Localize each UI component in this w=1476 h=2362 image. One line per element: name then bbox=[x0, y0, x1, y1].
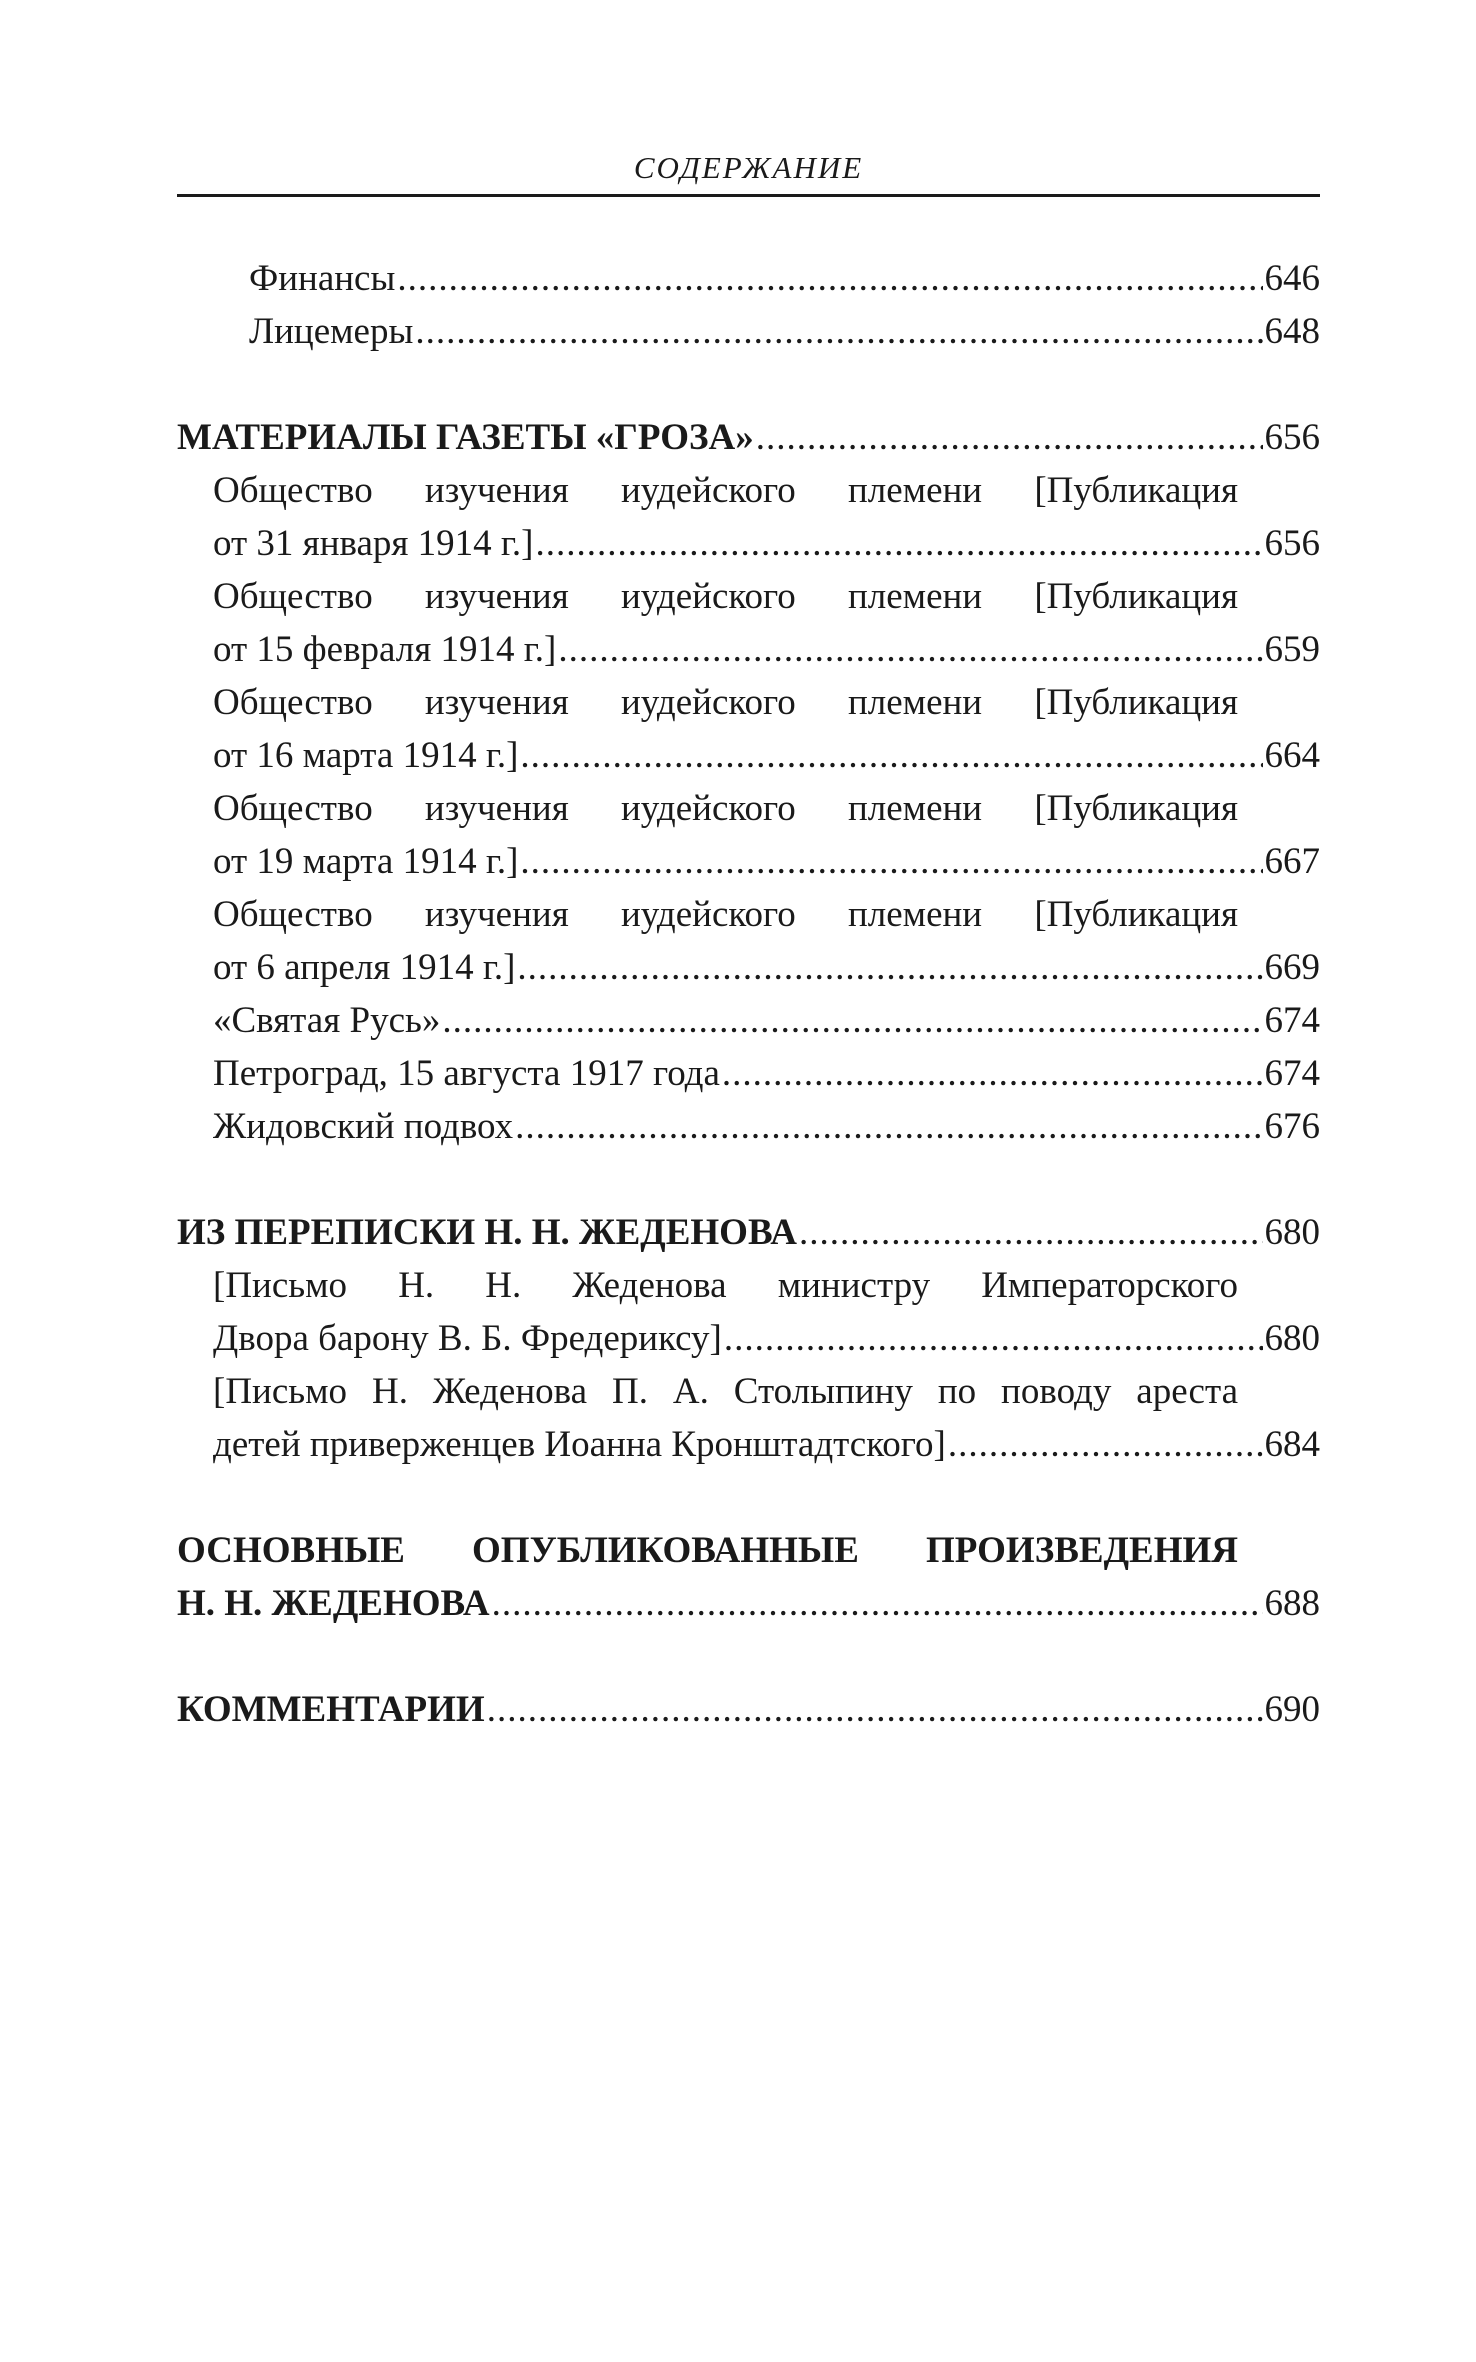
toc-entry-title: от 19 марта 1914 г.] bbox=[213, 841, 519, 882]
toc-page-number: 648 bbox=[1264, 311, 1320, 352]
dot-leader bbox=[442, 994, 1262, 1047]
toc-entry-title-line1: Общество изучения иудейского племени [Публикация bbox=[213, 470, 1238, 511]
toc-page-number: 676 bbox=[1264, 1106, 1320, 1147]
toc-page-number: 659 bbox=[1264, 629, 1320, 670]
toc-page-number: 688 bbox=[1264, 1583, 1320, 1624]
toc-entry-title-line1: Общество изучения иудейского племени [Публикация bbox=[213, 682, 1238, 723]
dot-leader bbox=[756, 411, 1263, 464]
toc-entry bbox=[177, 252, 1320, 305]
toc-entry-title-line1: Общество изучения иудейского племени [Публикация bbox=[213, 894, 1238, 935]
dot-leader bbox=[397, 252, 1262, 305]
toc-entry-title: от 15 февраля 1914 г.] bbox=[213, 629, 557, 670]
toc-section-title: ИЗ ПЕРЕПИСКИ Н. Н. ЖЕДЕНОВА bbox=[177, 1212, 798, 1253]
dot-leader bbox=[724, 1312, 1263, 1365]
dot-leader bbox=[492, 1577, 1263, 1630]
toc-page-number: 684 bbox=[1264, 1424, 1320, 1465]
toc-entry-title-line1: Общество изучения иудейского племени [Публикация bbox=[213, 576, 1238, 617]
toc-entry-title: «Святая Русь» bbox=[213, 1000, 441, 1041]
toc-page-number: 656 bbox=[1264, 417, 1320, 458]
toc-page-number: 664 bbox=[1264, 735, 1320, 776]
toc-page-number: 680 bbox=[1264, 1318, 1320, 1359]
dot-leader bbox=[415, 305, 1262, 358]
dot-leader bbox=[536, 517, 1263, 570]
toc-entry bbox=[177, 570, 1320, 676]
toc-entry bbox=[177, 888, 1320, 994]
toc-page-number: 674 bbox=[1264, 1000, 1320, 1041]
toc-page-number: 669 bbox=[1264, 947, 1320, 988]
toc-section bbox=[177, 1206, 1320, 1259]
running-header: СОДЕРЖАНИЕ bbox=[633, 150, 864, 185]
dot-leader bbox=[487, 1683, 1263, 1736]
table-of-contents bbox=[177, 252, 1320, 1736]
toc-entry bbox=[177, 1365, 1320, 1471]
dot-leader bbox=[520, 729, 1262, 782]
dot-leader bbox=[517, 941, 1262, 994]
toc-entry bbox=[177, 464, 1320, 570]
dot-leader bbox=[799, 1206, 1262, 1259]
toc-page-number: 667 bbox=[1264, 841, 1320, 882]
toc-section-title: МАТЕРИАЛЫ ГАЗЕТЫ «ГРОЗА» bbox=[177, 417, 754, 458]
dot-leader bbox=[722, 1047, 1263, 1100]
toc-entry-title-line1: [Письмо Н. Жеденова П. А. Столыпину по поводу ареста bbox=[213, 1371, 1238, 1412]
toc-section-title: Н. Н. ЖЕДЕНОВА bbox=[177, 1583, 490, 1624]
toc-section-title-line1: ОСНОВНЫЕ ОПУБЛИКОВАННЫЕ ПРОИЗВЕДЕНИЯ bbox=[177, 1530, 1238, 1571]
dot-leader bbox=[515, 1100, 1262, 1153]
toc-entry bbox=[177, 676, 1320, 782]
toc-entry-title: Двора барону В. Б. Фредериксу] bbox=[213, 1318, 722, 1359]
dot-leader bbox=[948, 1418, 1263, 1471]
toc-section bbox=[177, 1524, 1320, 1630]
dot-leader bbox=[520, 835, 1262, 888]
toc-section bbox=[177, 411, 1320, 464]
toc-entry-title: от 16 марта 1914 г.] bbox=[213, 735, 519, 776]
toc-page-number: 646 bbox=[1264, 258, 1320, 299]
dot-leader bbox=[558, 623, 1262, 676]
header-rule bbox=[177, 194, 1320, 197]
toc-page-number: 680 bbox=[1264, 1212, 1320, 1253]
toc-section-title: КОММЕНТАРИИ bbox=[177, 1689, 485, 1730]
toc-page-number: 674 bbox=[1264, 1053, 1320, 1094]
toc-entry-title: Лицемеры bbox=[249, 311, 414, 352]
toc-entry-title: от 31 января 1914 г.] bbox=[213, 523, 534, 564]
toc-entry bbox=[177, 1100, 1320, 1153]
toc-entry-title: от 6 апреля 1914 г.] bbox=[213, 947, 516, 988]
toc-page-number: 690 bbox=[1264, 1689, 1320, 1730]
toc-entry-title: Жидовский подвох bbox=[213, 1106, 514, 1147]
toc-section bbox=[177, 1683, 1320, 1736]
toc-entry bbox=[177, 1047, 1320, 1100]
toc-entry-title: Финансы bbox=[249, 258, 396, 299]
toc-entry-title-line1: Общество изучения иудейского племени [Публикация bbox=[213, 788, 1238, 829]
toc-entry bbox=[177, 994, 1320, 1047]
toc-entry-title: детей приверженцев Иоанна Кронштадтского] bbox=[213, 1424, 946, 1465]
toc-entry bbox=[177, 1259, 1320, 1365]
toc-entry-title: Петроград, 15 августа 1917 года bbox=[213, 1053, 720, 1094]
toc-entry-title-line1: [Письмо Н. Н. Жеденова министру Императорского bbox=[213, 1265, 1238, 1306]
toc-entry bbox=[177, 782, 1320, 888]
toc-entry bbox=[177, 305, 1320, 358]
toc-page-number: 656 bbox=[1264, 523, 1320, 564]
